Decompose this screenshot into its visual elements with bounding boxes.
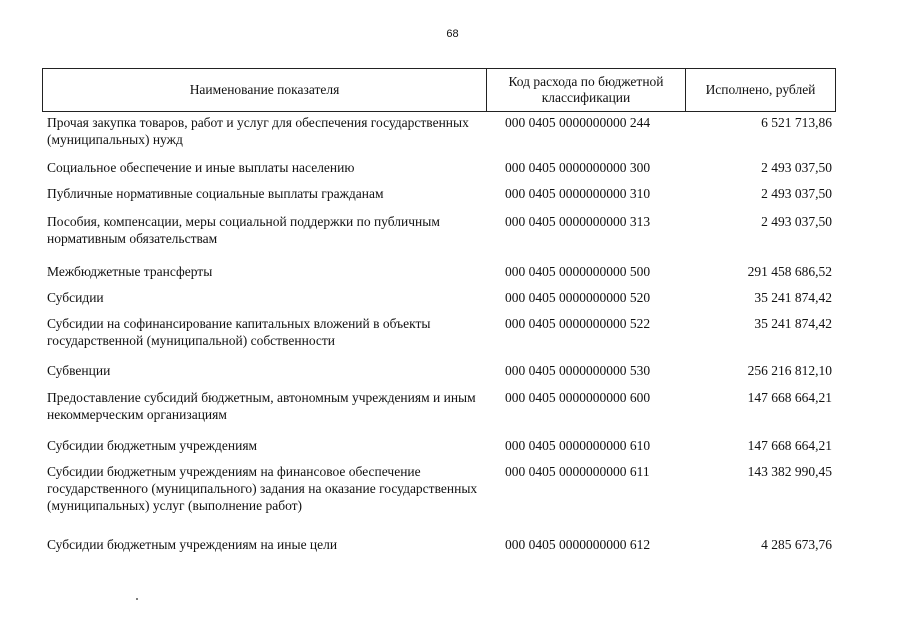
scan-speck <box>136 598 138 600</box>
header-executed-amount: Исполнено, рублей <box>705 82 816 97</box>
table-header <box>42 68 836 112</box>
row-amount: 2 493 037,50 <box>761 186 832 201</box>
row-code: 000 0405 0000000000 610 <box>505 438 651 453</box>
row-name: Субсидии на софинансирование капитальных вложений в объекты государственной (муниципальной) собственности <box>47 316 431 348</box>
table-row <box>42 159 836 176</box>
row-name: Субсидии бюджетным учреждениям на иные цели <box>47 537 338 552</box>
row-name: Межбюджетные трансферты <box>47 264 213 279</box>
row-code: 000 0405 0000000000 310 <box>505 186 651 201</box>
row-name: Прочая закупка товаров, работ и услуг для обеспечения государственных (муниципальных) нужд <box>47 115 469 147</box>
table-row <box>42 315 836 349</box>
row-name: Субсидии бюджетным учреждениям на финансовое обеспечение государственного (муниципального) задания на оказание государственных (муниципальных) услуг (выполнение работ) <box>47 464 478 513</box>
row-code: 000 0405 0000000000 520 <box>505 290 651 305</box>
table-row <box>42 437 836 454</box>
row-code: 000 0405 0000000000 300 <box>505 160 651 175</box>
row-name: Субсидии бюджетным учреждениям <box>47 438 258 453</box>
row-code: 000 0405 0000000000 244 <box>505 115 651 130</box>
table-row <box>42 536 836 553</box>
row-amount: 35 241 874,42 <box>754 290 832 305</box>
row-name: Пособия, компенсации, меры социальной поддержки по публичным нормативным обязательствам <box>47 214 440 246</box>
table-row <box>42 463 836 514</box>
row-amount: 6 521 713,86 <box>761 115 832 130</box>
table-row <box>42 213 836 247</box>
row-code: 000 0405 0000000000 500 <box>505 264 651 279</box>
row-name: Публичные нормативные социальные выплаты гражданам <box>47 186 384 201</box>
row-amount: 256 216 812,10 <box>747 363 832 378</box>
row-code: 000 0405 0000000000 313 <box>505 214 651 229</box>
header-indicator-name: Наименование показателя <box>43 69 487 111</box>
table-row <box>42 362 836 379</box>
row-amount: 4 285 673,76 <box>761 537 832 552</box>
row-code: 000 0405 0000000000 612 <box>505 537 651 552</box>
budget-table <box>42 68 836 552</box>
table-row <box>42 263 836 280</box>
row-code: 000 0405 0000000000 611 <box>505 464 650 479</box>
row-code: 000 0405 0000000000 530 <box>505 363 651 378</box>
row-name: Субсидии <box>47 290 104 305</box>
row-amount: 147 668 664,21 <box>747 390 832 405</box>
row-amount: 2 493 037,50 <box>761 214 832 229</box>
header-expense-code: Код расхода по бюджетной классификации <box>487 69 686 111</box>
row-code: 000 0405 0000000000 522 <box>505 316 651 331</box>
row-amount: 147 668 664,21 <box>747 438 832 453</box>
row-amount: 2 493 037,50 <box>761 160 832 175</box>
row-name: Субвенции <box>47 363 111 378</box>
row-amount: 143 382 990,45 <box>747 464 832 479</box>
table-row <box>42 185 836 202</box>
row-name: Предоставление субсидий бюджетным, автономным учреждениям и иным некоммерческим организациям <box>47 390 476 422</box>
row-amount: 291 458 686,52 <box>747 264 832 279</box>
row-code: 000 0405 0000000000 600 <box>505 390 651 405</box>
table-row <box>42 114 836 148</box>
table-row <box>42 389 836 423</box>
table-row <box>42 289 836 306</box>
page-number: 68 <box>446 28 459 40</box>
row-amount: 35 241 874,42 <box>754 316 832 331</box>
row-name: Социальное обеспечение и иные выплаты населению <box>47 160 355 175</box>
